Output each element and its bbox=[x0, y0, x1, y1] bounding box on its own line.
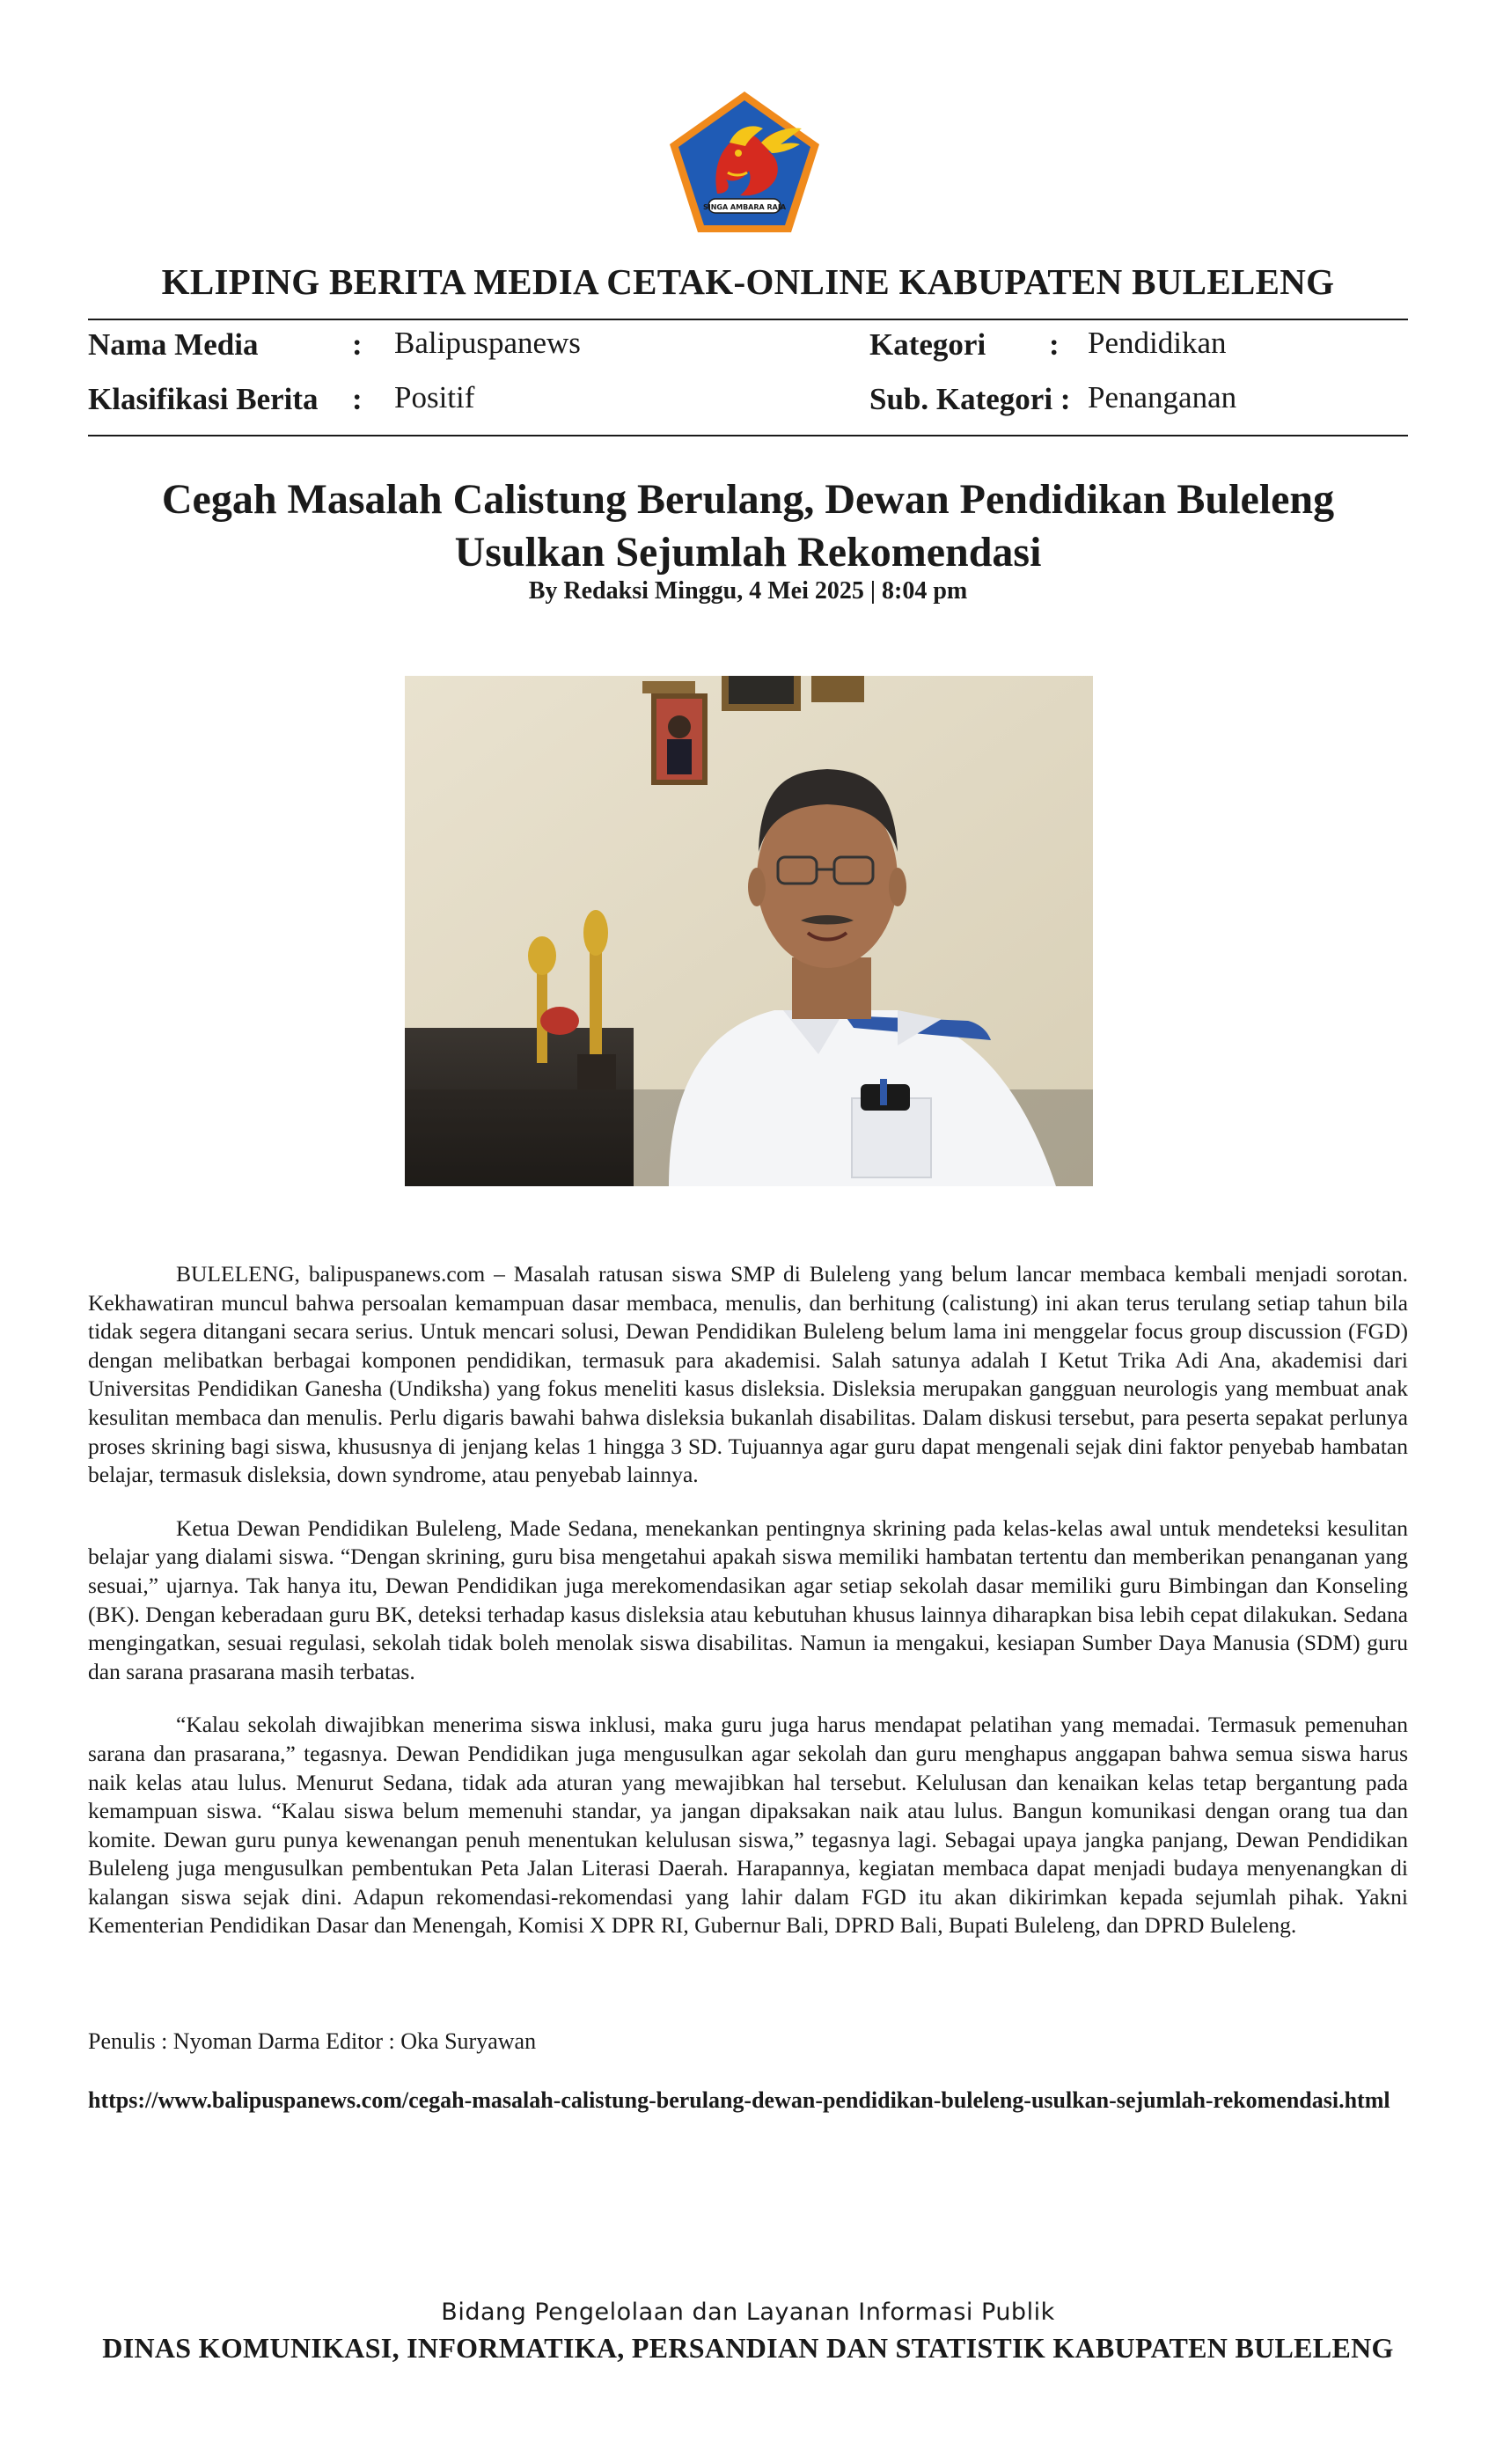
category-colon: : bbox=[1049, 327, 1060, 362]
article-paragraph-1: BULELENG, balipuspanews.com – Masalah ratusan siswa SMP di Buleleng yang belum lancar membaca kembali menjadi sorotan. Kekhawatiran muncul bahwa persoalan kemampuan dasar membaca, menulis, dan berhitung (calistung) ini akan terus terulang setiap tahun bila tidak segera ditangani secara serius. Untuk mencari solusi, Dewan Pendidikan Buleleng belum lama ini menggelar focus group discussion (FGD) dengan melibatkan berbagai komponen pendidikan, termasuk para akademisi. Salah satunya adalah I Ketut Trika Adi Ana, akademisi dari Universitas Pendidikan Ganesha (Undiksha) yang fokus meneliti kasus disleksia. Disleksia merupakan gangguan neurologis yang membuat anak kesulitan membaca dan menulis. Perlu digaris bawahi bahwa disleksia bukanlah disabilitas. Dalam diskusi tersebut, para peserta sepakat perlunya proses skrining bagi siswa, khususnya di jenjang kelas 1 hingga 3 SD. Tujuannya agar guru dapat mengenali sejak dini faktor penyebab hambatan belajar, termasuk disleksia, down syndrome, atau penyebab lainnya. bbox=[88, 1261, 1408, 1488]
footer-division: Bidang Pengelolaan dan Layanan Informasi Publik bbox=[441, 2299, 1055, 2326]
divider-top bbox=[88, 319, 1408, 320]
category-value: Pendidikan bbox=[1088, 326, 1227, 360]
article-body bbox=[88, 1260, 1408, 1965]
article-paragraph-3: “Kalau sekolah diwajibkan menerima siswa inklusi, maka guru juga harus mendapat pelatihan yang memadai. Termasuk pemenuhan sarana dan prasarana,” tegasnya. Dewan Pendidikan juga mengusulkan agar sekolah dan guru menghapus anggapan bahwa semua siswa harus naik kelas atau lulus. Menurut Sedana, tidak ada aturan yang mewajibkan hal tersebut. Kelulusan dan kenaikan kelas tetap bergantung pada kemampuan siswa. “Kalau siswa belum memenuhi standar, ya jangan dipaksakan naik atau lulus. Bangun komunikasi dengan orang tua dan komite. Dewan guru punya kewenangan penuh menentukan kelulusan siswa,” tegasnya lagi. Sebagai upaya jangka panjang, Dewan Pendidikan Buleleng juga mengusulkan pembentukan Peta Jalan Literasi Daerah. Harapannya, kegiatan membaca dapat menjadi budaya menyenangkan di kalangan siswa sejak dini. Adapun rekomendasi-rekomendasi yang lahir dalam FGD itu akan dikirimkan kepada sejumlah pihak. Yakni Kementerian Pendidikan Dasar dan Menengah, Komisi X DPR RI, Gubernur Bali, DPRD Bali, Bupati Buleleng, dan DPRD Buleleng. bbox=[88, 1712, 1408, 1939]
article-photo bbox=[405, 676, 1093, 1186]
buleleng-emblem-logo bbox=[664, 88, 825, 238]
classification-value: Positif bbox=[394, 380, 475, 414]
article-paragraph-2: Ketua Dewan Pendidikan Buleleng, Made Sedana, menekankan pentingnya skrining pada kelas-kelas awal untuk mendeteksi kesulitan belajar yang dialami siswa. “Dengan skrining, guru bisa mengetahui apakah siswa memiliki hambatan tertentu dan memberikan penanganan yang sesuai,” ujarnya. Tak hanya itu, Dewan Pendidikan juga merekomendasikan agar setiap sekolah dasar memiliki guru Bimbingan dan Konseling (BK). Dengan keberadaan guru BK, deteksi terhadap kasus disleksia atau kebutuhan khusus lainnya diharapkan bisa lebih cepat dilakukan. Sedana mengingatkan, sesuai regulasi, sekolah tidak boleh menolak siswa disabilitas. Namun ia mengakui, kesiapan Sumber Daya Manusia (SDM) guru dan sarana prasarana masih terbatas. bbox=[88, 1514, 1408, 1684]
headline-line-2: Usulkan Sejumlah Rekomendasi bbox=[454, 529, 1042, 576]
category-label: Kategori bbox=[869, 327, 986, 362]
article-credits: Penulis : Nyoman Darma Editor : Oka Suryawan bbox=[88, 2028, 537, 2054]
media-colon: : bbox=[352, 327, 363, 362]
footer-agency: DINAS KOMUNIKASI, INFORMATIKA, PERSANDIAN DAN STATISTIK KABUPATEN BULELENG bbox=[102, 2332, 1394, 2364]
subcategory-value: Penanganan bbox=[1088, 380, 1237, 414]
logo-motto: SINGA AMBARA RAJA bbox=[702, 203, 787, 211]
page-title: KLIPING BERITA MEDIA CETAK-ONLINE KABUPATEN BULELENG bbox=[161, 261, 1335, 302]
subcategory-label: Sub. Kategori : bbox=[869, 382, 1071, 416]
article-headline bbox=[88, 473, 1408, 579]
classification-label: Klasifikasi Berita bbox=[88, 382, 319, 416]
media-value: Balipuspanews bbox=[394, 326, 581, 360]
divider-bottom bbox=[88, 435, 1408, 436]
headline-line-1: Cegah Masalah Calistung Berulang, Dewan Pendidikan Buleleng bbox=[161, 476, 1335, 523]
media-label: Nama Media bbox=[88, 327, 259, 362]
article-byline: By Redaksi Minggu, 4 Mei 2025 | 8:04 pm bbox=[528, 577, 968, 605]
classification-colon: : bbox=[352, 382, 363, 416]
source-link[interactable]: https://www.balipuspanews.com/cegah-masalah-calistung-berulang-dewan-pendidikan-buleleng-usulkan-sejumlah-rekomendasi.html bbox=[88, 2087, 1390, 2113]
